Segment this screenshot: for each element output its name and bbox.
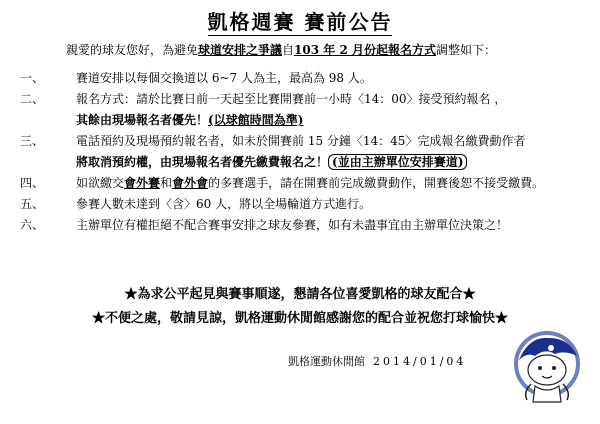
cartoon-mascot-icon [505, 330, 591, 406]
rule-item-4 [20, 175, 590, 196]
rule-item-3 [20, 133, 590, 175]
rule-part-e: 的多賽選手，請在開賽前完成繳費動作，開賽後恕不接受繳費。 [208, 176, 545, 190]
rule-item-6 [20, 217, 590, 238]
intro-part-b: 球道安排之爭議 [198, 43, 283, 57]
rule-text: 主辦單位有權拒絕不配合賽事安排之球友參賽，如有未盡事宜由主辦單位決策之！ [76, 218, 509, 232]
rule-line-1: 電話預約及現場預約報名者，如未於開賽前 15 分鐘〈14：45〉完成報名繳費動作者 [76, 134, 526, 148]
rule-line-2-main: 其餘由現場報名者優先！ [76, 113, 209, 127]
rule-part-a: 如欲繳交 [76, 176, 125, 190]
rule-line-2-boxed-note: (並由主辦單位安排賽道) [328, 154, 467, 170]
rule-line-2-note: (以球館時間為準) [208, 113, 304, 127]
rule-item-5 [20, 196, 590, 217]
rule-text: 參賽人數未達到〈含〉60 人，將以全場輪道方式進行。 [76, 197, 372, 211]
rule-number: 一、 [20, 71, 45, 85]
page-title-text: 凱格週賽 賽前公告 [207, 10, 393, 34]
intro-part-d: 103 年 2 月份起報名方式 [294, 43, 436, 57]
rule-item-2 [20, 91, 590, 133]
signature-date: 2014/01/04 [373, 355, 467, 368]
closing-line-1: ★為求公平起見與賽事順遂，懇請各位喜愛凱格的球友配合★ [124, 287, 476, 302]
rule-line-2 [76, 154, 525, 170]
rule-number: 六、 [20, 218, 45, 232]
intro-part-a: 親愛的球友您好，為避免 [66, 43, 199, 57]
rule-text [76, 175, 544, 191]
signature-org: 凱格運動休閒館 [288, 355, 365, 368]
rule-line-2 [76, 112, 506, 128]
rule-part-b: 會外賽 [124, 176, 161, 190]
rule-text [76, 91, 506, 128]
page-title [0, 10, 600, 34]
rule-part-c: 和 [160, 176, 173, 190]
rule-line-1: 報名方式：請於比賽日前一天起至比賽開賽前一小時〈14：00〉接受預約報名 ， [76, 92, 507, 106]
rule-text: 賽道安排以每個交換道以 6~7 人為主，最高為 98 人。 [76, 71, 372, 85]
rule-line-2-main: 將取消預約權，由現場報名者優先繳費報名之！ [76, 155, 329, 169]
rule-text [76, 133, 525, 170]
intro-part-e: 調整如下： [435, 43, 496, 57]
rule-item-1 [20, 70, 590, 91]
rule-number: 三、 [20, 134, 45, 148]
signature [288, 355, 466, 369]
closing-line-2: ★不便之處，敬請見諒，凱格運動休閒館感謝您的配合並祝您打球愉快★ [91, 311, 508, 326]
rule-part-d: 會外會 [172, 176, 209, 190]
rules-list [20, 70, 590, 238]
rule-number: 五、 [20, 197, 45, 211]
rule-number: 四、 [20, 176, 45, 190]
intro-part-c: 自 [282, 43, 295, 57]
intro-paragraph [66, 42, 496, 58]
rule-number: 二、 [20, 92, 45, 106]
